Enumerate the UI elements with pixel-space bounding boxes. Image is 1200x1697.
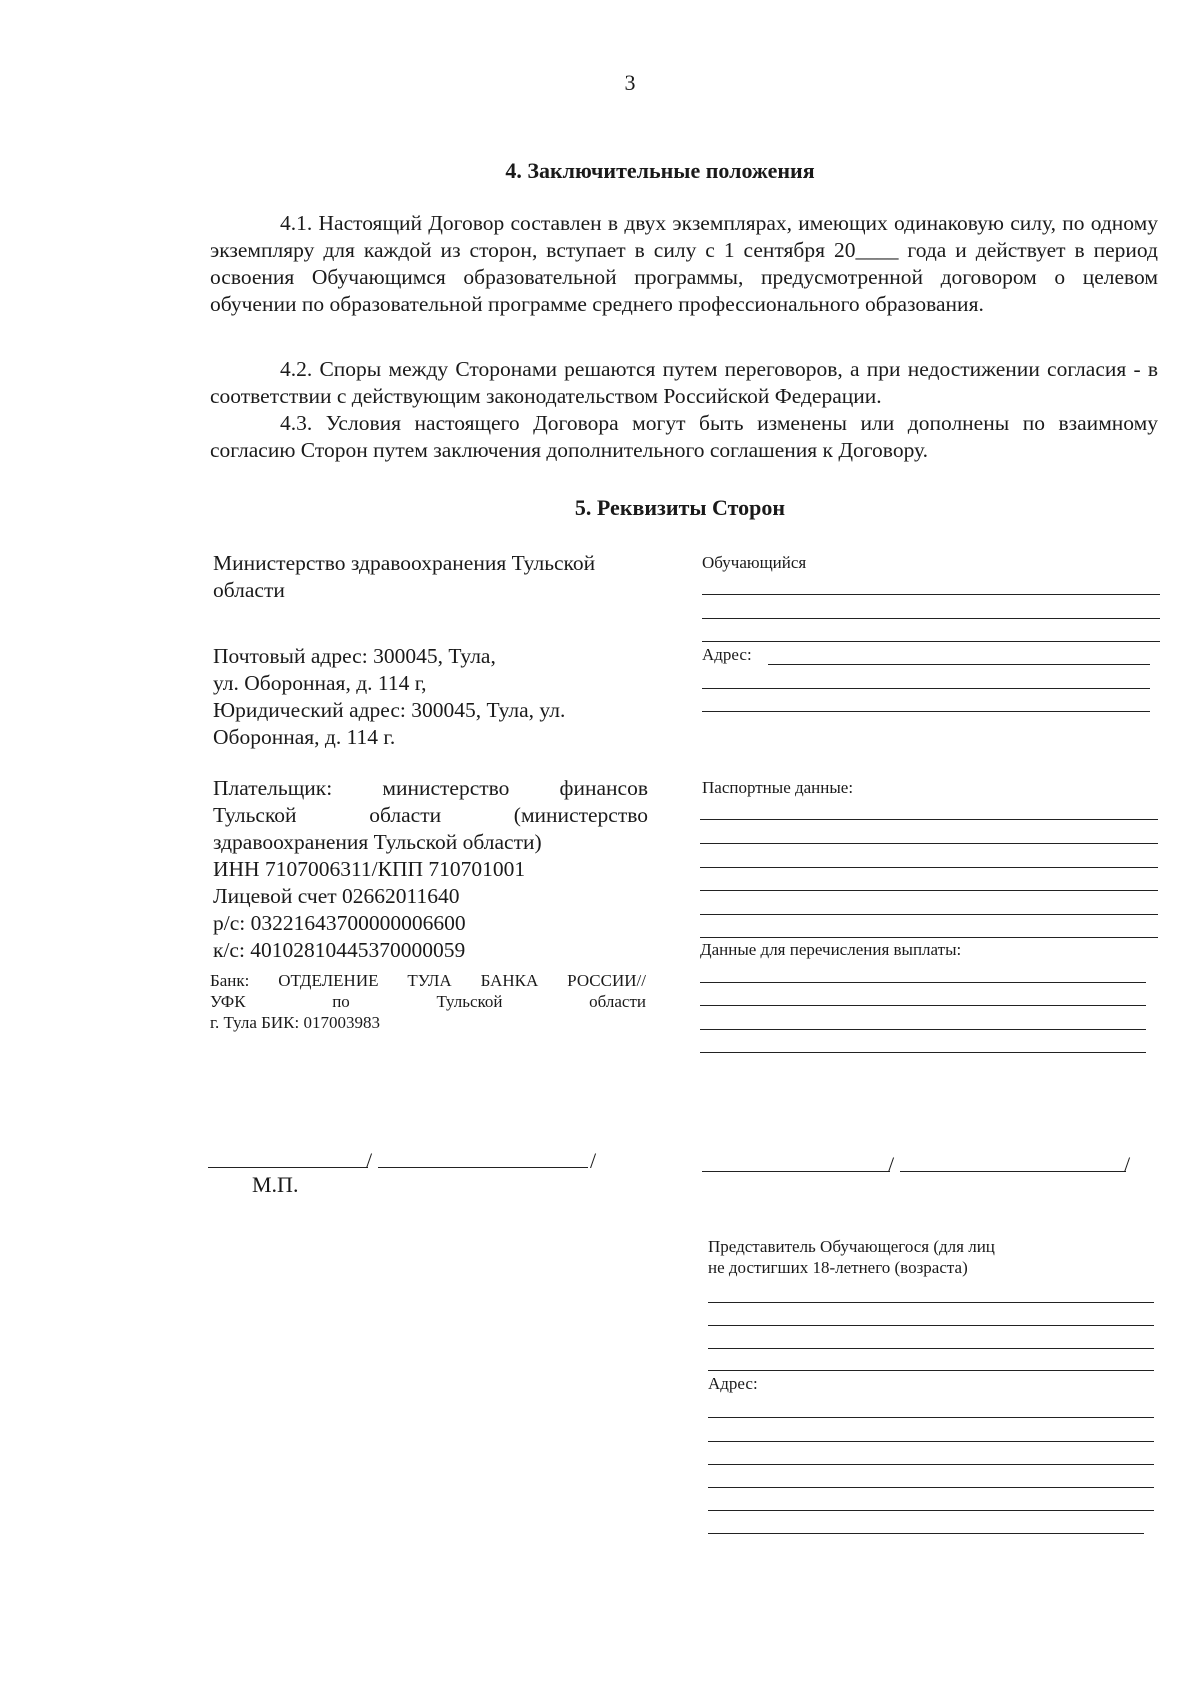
passport-line-2 [700, 843, 1158, 844]
representative-address-line-4 [708, 1487, 1154, 1488]
representative-address-line-1 [708, 1417, 1154, 1418]
student-address-line-2 [702, 688, 1150, 689]
inn-kpp: ИНН 7107006311/КПП 710701001 [213, 857, 526, 881]
student-address-line-1 [768, 664, 1150, 665]
payment-line-1 [700, 982, 1146, 983]
payment-line-3 [700, 1029, 1146, 1030]
left-signature-line [208, 1167, 368, 1168]
representative-address-label: Адрес: [708, 1374, 758, 1393]
right-name-line [900, 1171, 1126, 1172]
clause-4-2 [210, 356, 1158, 410]
student-address-label: Адрес: [702, 645, 752, 664]
student-label: Обучающийся [702, 553, 807, 572]
student-line-3 [702, 641, 1160, 642]
clause-4-3-text: 4.3. Условия настоящего Договора могут быть изменены или дополнены по взаимному согласию Сторон путем заключения дополнительного соглашения к Договору. [210, 411, 1158, 462]
representative-label [708, 1236, 995, 1278]
ministry-name-line1: Министерство здравоохранения Тульской [213, 551, 596, 575]
passport-line-1 [700, 819, 1158, 820]
bank-line2: УФК по Тульской области [210, 992, 646, 1011]
clause-4-2-text: 4.2. Споры между Сторонами решаются путем переговоров, а при недостижении согласия - в соответствии с действующим законодательством Российской Федерации. [210, 357, 1158, 408]
correspondent-account: к/с: 40102810445370000059 [213, 938, 466, 962]
postal-address-line1: Почтовый адрес: 300045, Тула, [213, 644, 496, 668]
page-number: 3 [624, 70, 636, 95]
representative-line-3 [708, 1348, 1154, 1349]
right-signature-slash: / [888, 1152, 895, 1177]
student-line-2 [702, 618, 1160, 619]
section-4-title: 4. Заключительные положения [505, 158, 815, 183]
payment-line-4 [700, 1052, 1146, 1053]
payer-line1: Плательщик: министерство финансов [213, 776, 648, 800]
clause-4-1 [210, 210, 1158, 318]
payer-line3: здравоохранения Тульской области) [213, 830, 542, 854]
ministry-name-line2: области [213, 578, 285, 602]
section-5-title: 5. Реквизиты Сторон [574, 495, 786, 520]
left-name-line [378, 1167, 588, 1168]
postal-address-line2: ул. Оборонная, д. 114 г, [213, 671, 427, 695]
representative-address-line-6 [708, 1533, 1144, 1534]
passport-line-3 [700, 867, 1158, 868]
bank-line3: г. Тула БИК: 017003983 [210, 1013, 380, 1032]
representative-address-line-2 [708, 1441, 1154, 1442]
legal-address-line1: Юридический адрес: 300045, Тула, ул. [213, 698, 566, 722]
clause-4-1-text: 4.1. Настоящий Договор составлен в двух экземплярах, имеющих одинаковую силу, по одному экземпляру для каждой из сторон, вступает в силу с 1 сентября 20____ года и действует в период освоения Обучающимся образовательной программы, предусмотренной договором о целевом обучении по образовательной программе среднего профессионального образования. [210, 211, 1158, 316]
representative-line-2 [708, 1325, 1154, 1326]
passport-label: Паспортные данные: [702, 778, 854, 797]
bank-details [210, 970, 646, 1033]
left-signature-slash: / [366, 1148, 373, 1173]
passport-line-6 [700, 937, 1158, 938]
ministry-name [213, 550, 653, 604]
settlement-account: р/с: 03221643700000006600 [213, 911, 466, 935]
personal-account: Лицевой счет 02662011640 [213, 884, 460, 908]
representative-line-4 [708, 1370, 1154, 1371]
clause-4-3 [210, 410, 1158, 464]
right-signature-slash-end: / [1124, 1152, 1131, 1177]
representative-label-line2: не достигших 18-летнего (возраста) [708, 1258, 968, 1277]
passport-line-5 [700, 914, 1158, 915]
representative-line-1 [708, 1302, 1154, 1303]
payer-details [213, 775, 648, 964]
legal-address-line2: Оборонная, д. 114 г. [213, 725, 396, 749]
payer-line2: Тульской области (министерство [213, 803, 648, 827]
passport-line-4 [700, 890, 1158, 891]
payment-data-label: Данные для перечисления выплаты: [700, 940, 962, 959]
payment-line-2 [700, 1005, 1146, 1006]
student-address-line-3 [702, 711, 1150, 712]
representative-address-line-3 [708, 1464, 1154, 1465]
student-line-1 [702, 594, 1160, 595]
ministry-addresses [213, 643, 653, 751]
stamp-place: М.П. [252, 1172, 299, 1197]
right-signature-line [702, 1171, 890, 1172]
bank-line1: Банк: ОТДЕЛЕНИЕ ТУЛА БАНКА РОССИИ// [210, 971, 646, 990]
representative-label-line1: Представитель Обучающегося (для лиц [708, 1237, 995, 1256]
representative-address-line-5 [708, 1510, 1154, 1511]
left-signature-slash-end: / [590, 1148, 597, 1173]
